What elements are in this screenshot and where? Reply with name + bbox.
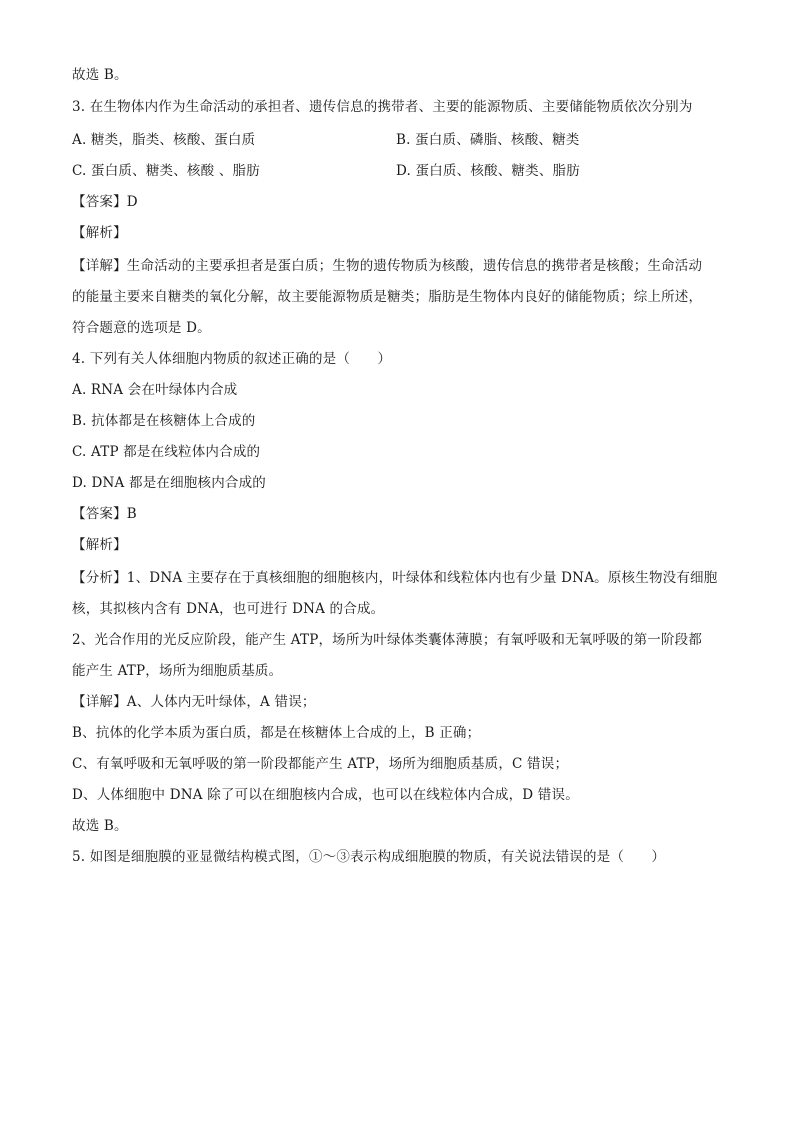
question-4-option-d: D. DNA 都是在细胞核内合成的 <box>72 475 267 491</box>
question-4-option-b: B. 抗体都是在核糖体上合成的 <box>72 413 256 429</box>
question-4-detail-a: 【详解】A、人体内无叶绿体，A 错误； <box>72 694 316 710</box>
question-4-detail-c: C、有氧呼吸和无氧呼吸的第一阶段都能产生 ATP，场所为细胞质基质，C 错误； <box>72 756 569 772</box>
question-3-detail-line-2: 的能量主要来自糖类的氧化分解，故主要能源物质是糖类；脂肪是生物体内良好的储能物质；综上所述， <box>72 289 703 305</box>
question-4-fenxi-line-1: 【分析】1、DNA 主要存在于真核细胞的细胞核内，叶绿体和线粒体内也有少量 DNA。原核生物没有细胞 <box>72 570 718 586</box>
question-4-detail-b: B、抗体的化学本质为蛋白质，都是在核糖体上合成的上，B 正确； <box>72 725 481 741</box>
question-4-answer: 【答案】B <box>72 506 137 522</box>
question-4-analysis-heading: 【解析】 <box>72 537 127 553</box>
question-3-option-a: A. 糖类，脂类、核酸、蛋白质 <box>72 132 256 148</box>
question-4-detail-d: D、人体细胞中 DNA 除了可以在细胞核内合成，也可以在线粒体内合成，D 错误。 <box>72 787 579 803</box>
question-4-fenxi-line-4: 能产生 ATP，场所为细胞质基质。 <box>72 663 283 679</box>
question-4-option-c: C. ATP 都是在线粒体内合成的 <box>72 444 261 460</box>
previous-conclusion: 故选 B。 <box>72 67 128 83</box>
question-3-analysis-heading: 【解析】 <box>72 225 127 241</box>
question-3-stem: 3. 在生物体内作为生命活动的承担者、遗传信息的携带者、主要的能源物质、主要储能物质依次分别为 <box>72 99 693 115</box>
question-4-fenxi-line-3: 2、光合作用的光反应阶段，能产生 ATP，场所为叶绿体类囊体薄膜；有氧呼吸和无氧呼吸的第一阶段都 <box>72 632 703 648</box>
question-3-detail-line-3: 符合题意的选项是 D。 <box>72 320 211 336</box>
question-4-stem: 4. 下列有关人体细胞内物质的叙述正确的是（ ） <box>72 351 392 367</box>
question-3-detail-line-1: 【详解】生命活动的主要承担者是蛋白质；生物的遗传物质为核酸，遗传信息的携带者是核酸；生命活动 <box>72 258 703 274</box>
question-4-fenxi-line-2: 核，其拟核内含有 DNA，也可进行 DNA 的合成。 <box>72 601 385 617</box>
question-3-option-c: C. 蛋白质、糖类、核酸 、脂肪 <box>72 163 260 179</box>
question-3-option-d: D. 蛋白质、核酸、糖类、脂肪 <box>396 163 580 179</box>
question-3-option-b: B. 蛋白质、磷脂、核酸、糖类 <box>396 132 580 148</box>
question-3-answer: 【答案】D <box>72 194 138 210</box>
question-4-option-a: A. RNA 会在叶绿体内合成 <box>72 382 238 398</box>
question-4-conclusion: 故选 B。 <box>72 818 128 834</box>
question-5-stem: 5. 如图是细胞膜的亚显微结构模式图，①～③表示构成细胞膜的物质，有关说法错误的是（ ） <box>72 849 666 865</box>
